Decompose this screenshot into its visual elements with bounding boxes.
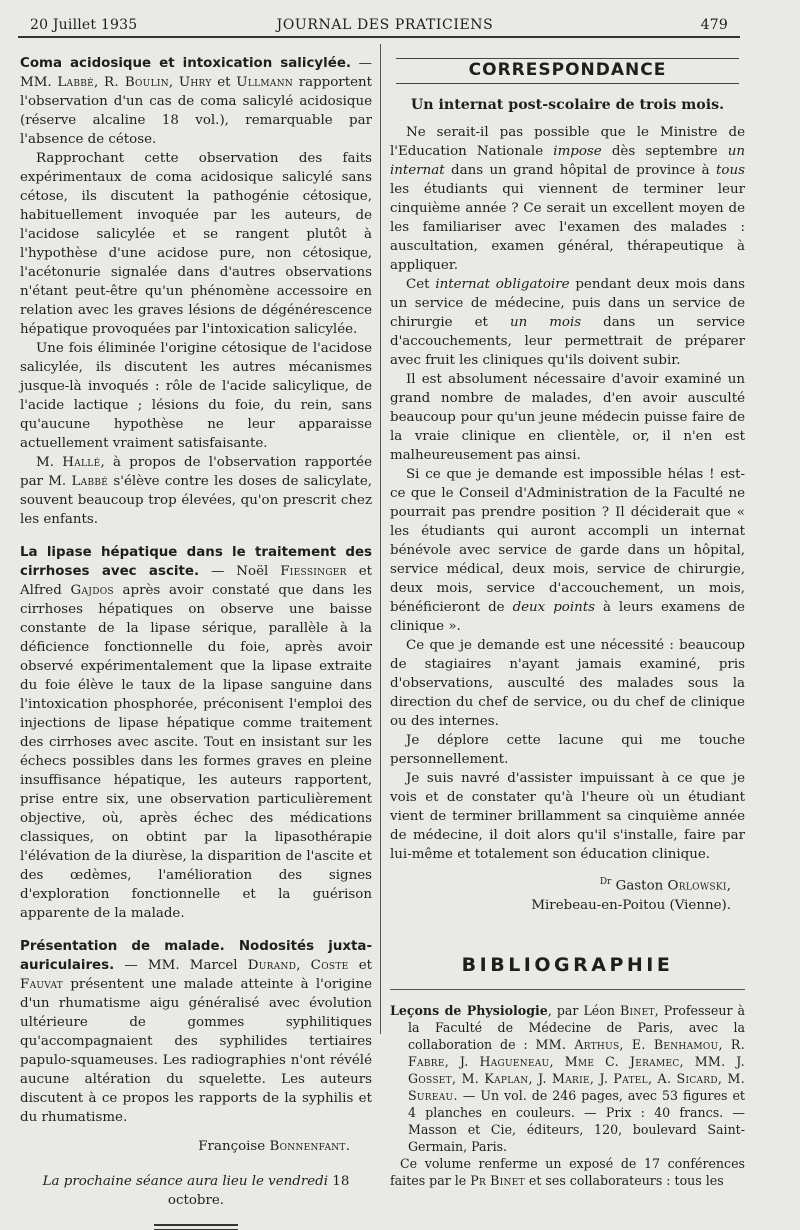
author-name: Hallé: [62, 455, 101, 470]
section-title-lipase: La lipase hépatique dans le traitement des cirrhoses avec ascite.: [20, 545, 372, 579]
author-name: Gajdos: [70, 583, 114, 598]
contributors: MM. Arthus, E. Benhamou, R. Fabre, J. Hagueneau, Mme C. Jeramec, MM. J. Gosset, M. Kaplan, J. Marie, J. Patel, A. Sicard, M. Sureau.: [408, 1037, 745, 1104]
author-name: Labbé: [57, 75, 95, 90]
paragraph: M. Hallé, à propos de l'observation rapportée par M. Labbé s'élève contre les doses de salicylate, souvent beaucoup trop élevées, qu'on prescrit chez les enfants.: [20, 455, 372, 527]
author-name: Ullmann: [236, 75, 294, 90]
header-journal-title: JOURNAL DES PRATICIENS: [276, 17, 494, 33]
end-rule: [154, 1224, 238, 1230]
header-rule: [18, 36, 740, 38]
running-header: [30, 14, 740, 36]
book-title: Leçons de Physiologie: [390, 1003, 548, 1019]
bibliographie-heading: BIBLIOGRAPHIE: [461, 954, 674, 977]
author-name: Coste: [310, 958, 349, 973]
section-coma-intro: Coma acidosique et intoxication salicylée. — MM. Labbé, R. Boulin, Uhry et Ullmann rapportent l'observation d'un cas de coma salicylé acidosique (réserve alcaline 18 vol.), remarquable par l'absence de cétose.: [20, 56, 373, 147]
report-signature: Françoise Bonnenfant.: [198, 1139, 350, 1154]
paragraph: Cet internat obligatoire pendant deux mois dans un service de médecine, puis dans un service de chirurgie et un mois dans un service d'accouchements, leur permettrait de préparer avec fruit les cliniques qu'ils doivent subir.: [390, 277, 745, 368]
author-name: Fiessinger: [280, 564, 347, 579]
paragraph: Ne serait-il pas possible que le Ministre de l'Education Nationale impose dès septembre un internat dans un grand hôpital de province à tous les étudiants qui viennent de terminer leur cinquième année ? Ce serait un excellent moyen de les familiariser avec l'examen des malades : auscultation, examen général, thérapeutique à appliquer.: [390, 125, 745, 273]
header-date: 20 Juillet 1935: [30, 17, 138, 33]
next-session-note: La prochaine séance aura lieu le vendredi 18 octobre.: [42, 1174, 350, 1208]
author-name: Uhry: [178, 75, 212, 90]
paragraph: Une fois éliminée l'origine cétosique de l'acidose salicylée, ils discutent les autres mécanismes jusque-là invoqués : rôle de l'acide salicylique, de l'acide lactique ; lésions du foie, du rein, sans qu'aucune hypothèse ne leur apparaisse actuellement vraiment satisfaisante.: [20, 341, 372, 451]
correspondance-heading: CORRESPONDANCE: [396, 58, 739, 84]
author-name: R. Boulin: [103, 75, 169, 90]
column-divider: [380, 44, 381, 1034]
section-title-coma: Coma acidosique et intoxication salicylée.: [20, 56, 351, 71]
author-name: Durand: [247, 958, 297, 973]
section-presentation: Présentation de malade. Nodosités juxta-auriculaires. — MM. Marcel Durand, Coste et Fauvat présentent une malade atteinte à l'origine d'un rhumatisme aigu généralisé avec évolution ultérieure de gommes syphilitiques qu'accompagnaient des syphilides tertiaires papulo-squameuses. Les radiographies n'ont révélé aucune altération du squelette. Les auteurs discutent à ce propos les rapports de la syphilis et du rhumatisme.: [20, 939, 372, 1125]
paragraph: Rapprochant cette observation des faits expérimentaux de coma acidosique salicylé sans cétose, ils discutent la pathogénie cétosique, habituellement invoquée par les auteurs, de l'acidose salicylée et se rangent plutôt à l'hypothèse d'une acidose pure, non cétosique, l'acétonurie signalée dans d'autres observations n'étant peut-être qu'un phénomène accessoire en relation avec les graves lésions de dégénérescence hépatique provoquées par l'intoxication salicylée.: [20, 151, 372, 337]
right-column: [390, 54, 745, 1189]
paragraph: Il est absolument nécessaire d'avoir examiné un grand nombre de malades, d'en avoir ausculté beaucoup pour qu'un jeune médecin puisse faire de la vraie clinique en clientèle, or, il n'en est malheureusement pas ainsi.: [390, 372, 745, 463]
paragraph: Je suis navré d'assister impuissant à ce que je vois et de constater qu'à l'heure où un étudiant vient de terminer brillamment sa cinquième année de médecine, il doit alors qu'il s'installe, faire par lui-même et totalement son éducation clinique.: [390, 771, 745, 862]
paragraph: Ce que je demande est une nécessité : beaucoup de stagiaires n'ayant jamais examiné, pris d'observations, ausculté des malades sous la direction du chef de service, ou du chef de clinique ou des internes.: [390, 638, 745, 729]
bibliography-summary: Ce volume renferme un exposé de 17 conférences faites par le Pr Binet et ses collaborateurs : tous les: [390, 1156, 745, 1189]
bibliographie-rule: [390, 989, 745, 990]
author-name: Labbé: [71, 474, 109, 489]
left-column: [20, 54, 372, 1230]
letter-signature: $^{Dr}$ Gaston Orlowski, Mirebeau-en-Poitou (Vienne).: [531, 877, 731, 914]
letter-title: Un internat post-scolaire de trois mois.: [410, 97, 725, 113]
author-name: Fauvat: [20, 977, 64, 992]
paragraph: Si ce que je demande est impossible hélas ! est-ce que le Conseil d'Administration de la Faculté ne pourrait pas prendre position ? Il déciderait que « les étudiants qui auront accompli un internat bénévole avec service de garde dans un hôpital, service médical, deux mois, service de chirurgie, deux mois, service d'accouchement, un mois, bénéficieront de deux points à leurs examens de clinique ».: [390, 467, 745, 634]
bibliography-entry: Leçons de Physiologie, par Léon Binet, Professeur à la Faculté de Médecine de Paris, avec la collaboration de : MM. Arthus, E. Benhamou, R. Fabre, J. Hagueneau, Mme C. Jeramec, MM. J. Gosset, M. Kaplan, J. Marie, J. Patel, A. Sicard, M. Sureau. — Un vol. de 246 pages, avec 53 figures et 4 planches en couleurs. — Prix : 40 francs. — Masson et Cie, éditeurs, 120, boulevard Saint-Germain, Paris.: [390, 1003, 745, 1155]
section-lipase: La lipase hépatique dans le traitement des cirrhoses avec ascite. — Noël Fiessinger et Alfred Gajdos après avoir constaté que dans les cirrhoses hépatiques on observe une baisse constante de la lipase sérique, parallèle à la déficience fonctionnelle du foie, après avoir observé expérimentalement que la lipase extraite du foie élève le taux de la lipase sanguine dans l'intoxication phosphorée, préconisent l'emploi des injections de lipase hépatique comme traitement des cirrhoses avec ascite. Tout en insistant sur les échecs possibles dans les formes graves en pleine insuffisance hépatique, les auteurs rapportent, prise entre six, une observation particulièrement objective, où, après échec des médications classiques, on obtint par la lipasothérapie l'élévation de la diurèse, la disparition de l'ascite et des œdèmes, l'amélioration des signes d'exploration fonctionnelle et la guérison apparente de la malade.: [20, 545, 372, 921]
header-page-number: 479: [700, 17, 728, 33]
section-title-presentation: Présentation de malade. Nodosités juxta-auriculaires.: [20, 939, 372, 973]
paragraph: Je déplore cette lacune qui me touche personnellement.: [390, 733, 745, 767]
